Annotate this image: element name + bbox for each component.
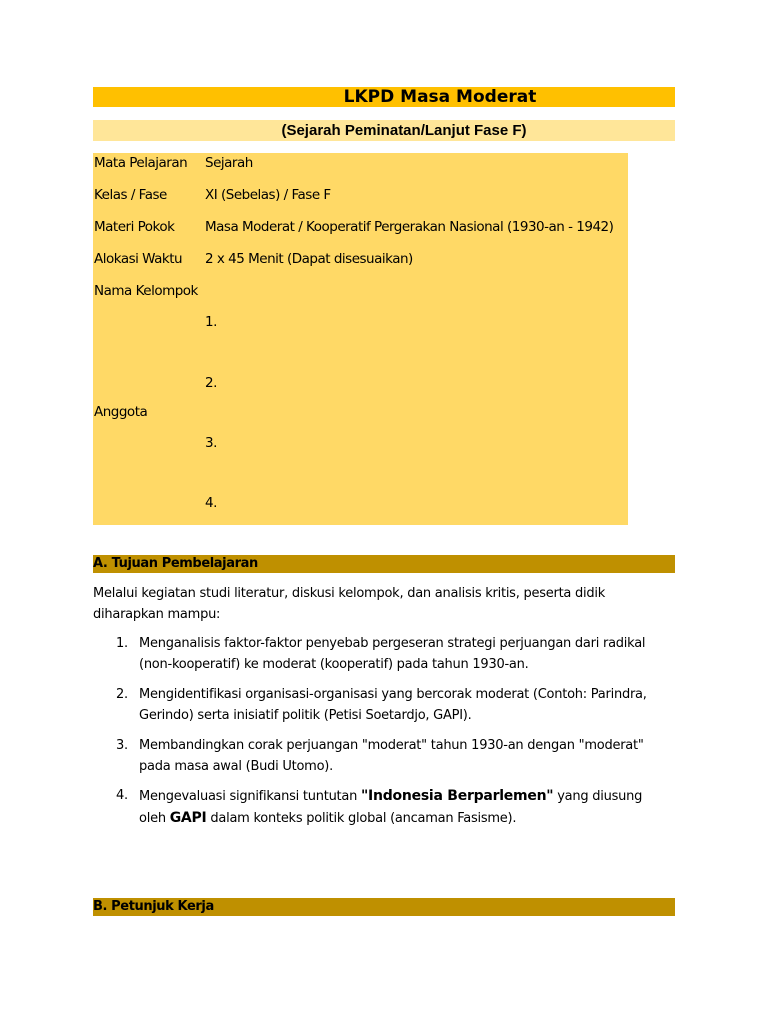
list-number: 3. [116, 738, 128, 753]
section-b-heading-bar [93, 898, 675, 916]
label-mata-pelajaran: Mata Pelajaran [94, 155, 188, 171]
list-number: 1. [116, 636, 128, 651]
member-4: 4. [205, 495, 217, 511]
objective-text: Membandingkan corak perjuangan "moderat" tahun 1930-an dengan "moderat" pada masa awal (Budi Utomo). [139, 738, 644, 774]
member-3: 3. [205, 435, 217, 451]
objective-text: Menganalisis faktor-faktor penyebab pergeseran strategi perjuangan dari radikal (non-kooperatif) ke moderat (kooperatif) pada tahun 1930-an. [139, 636, 646, 672]
label-kelas-fase: Kelas / Fase [94, 187, 167, 203]
label-nama-kelompok: Nama Kelompok [94, 283, 198, 299]
info-table [93, 153, 628, 525]
objective-bold-term: "Indonesia Berparlemen" [361, 788, 554, 804]
section-b-heading: B. Petunjuk Kerja [93, 899, 214, 914]
objective-bold-term: GAPI [169, 809, 207, 826]
list-number: 4. [116, 788, 128, 803]
objective-text-part: yang diusung oleh [139, 789, 643, 826]
subtitle-bar [93, 120, 675, 141]
objective-text-part: Mengevaluasi signifikansi tuntutan [139, 789, 361, 804]
member-2: 2. [205, 375, 217, 391]
objective-text: Mengidentifikasi organisasi-organisasi yang bercorak moderat (Contoh: Parindra, Gerindo) serta inisiatif politik (Petisi Soetardjo, GAPI). [139, 687, 647, 723]
section-a-heading: A. Tujuan Pembelajaran [93, 556, 258, 571]
objective-text [139, 786, 659, 829]
title-bar [93, 87, 675, 107]
label-materi-pokok: Materi Pokok [94, 219, 175, 235]
value-kelas-fase: XI (Sebelas) / Fase F [205, 187, 331, 203]
section-a-intro: Melalui kegiatan studi literatur, diskusi kelompok, dan analisis kritis, peserta didik diharapkan mampu: [93, 586, 606, 622]
list-number: 2. [116, 687, 128, 702]
page-subtitle: (Sejarah Peminatan/Lanjut Fase F) [281, 122, 527, 139]
section-a-heading-bar [93, 555, 675, 573]
label-alokasi-waktu: Alokasi Waktu [94, 251, 183, 267]
value-mata-pelajaran: Sejarah [205, 155, 253, 171]
member-1: 1. [205, 314, 217, 330]
objective-text-part: dalam konteks politik global (ancaman Fasisme). [206, 810, 517, 826]
value-alokasi-waktu: 2 x 45 Menit (Dapat disesuaikan) [205, 251, 413, 267]
label-anggota: Anggota [94, 404, 148, 420]
value-materi-pokok: Masa Moderat / Kooperatif Pergerakan Nasional (1930-an - 1942) [205, 219, 614, 235]
page-title: LKPD Masa Moderat [343, 87, 537, 107]
